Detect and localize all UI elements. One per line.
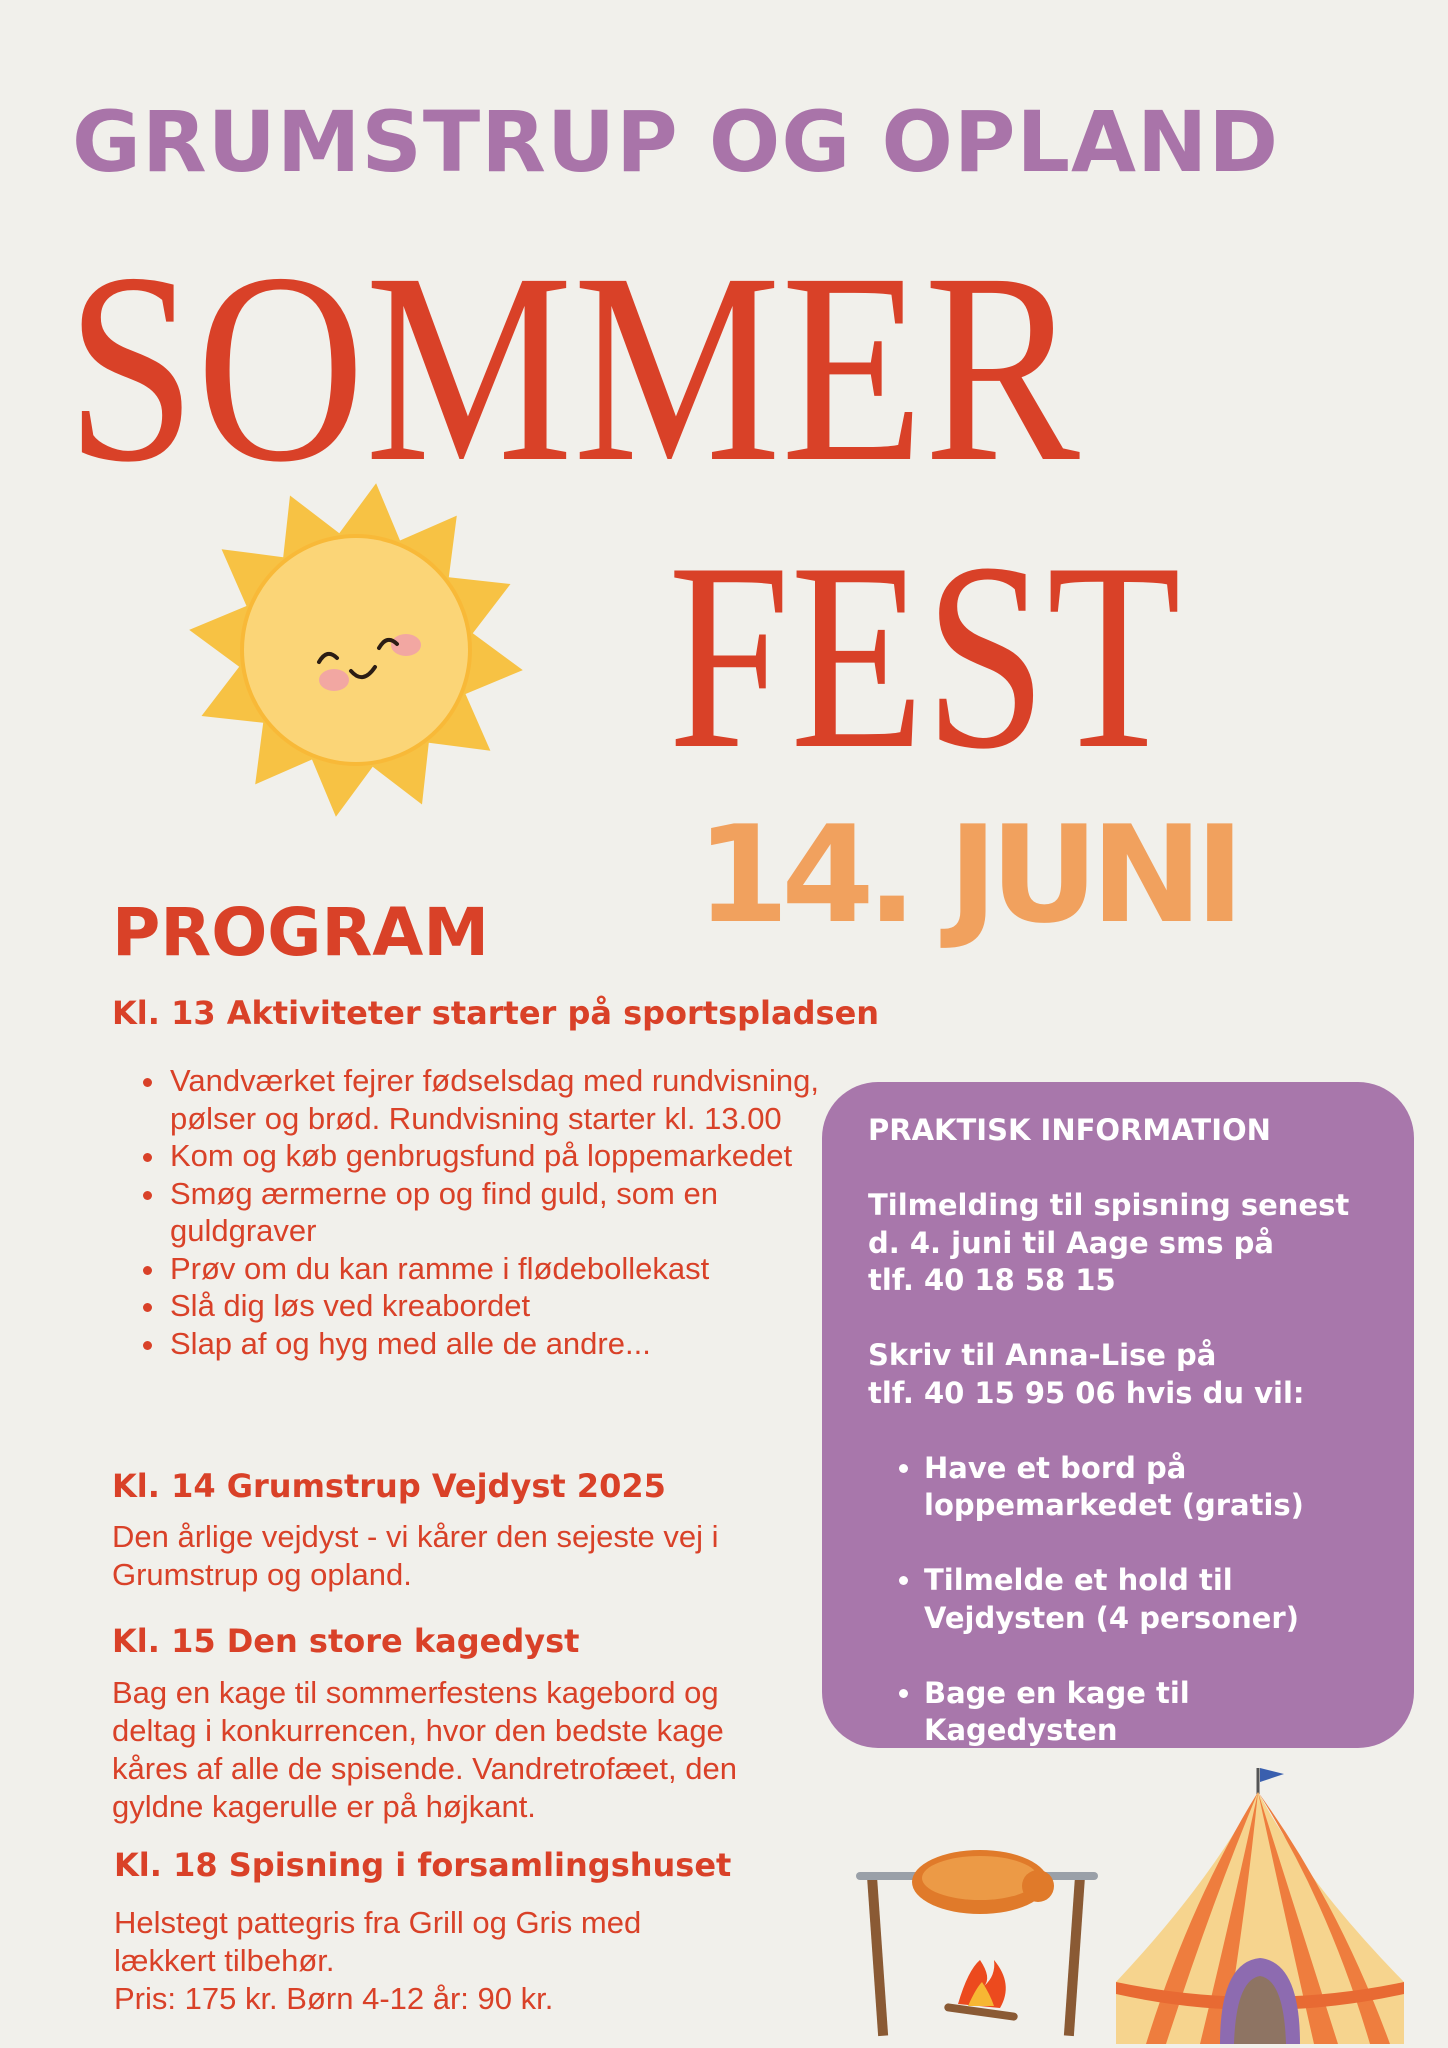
event-date: 14. JUNI: [696, 797, 1237, 953]
schedule-text-kl18: [114, 1904, 794, 2018]
program-title: PROGRAM: [112, 894, 490, 971]
list-item: • Have et bord på loppemarkedet (gratis): [924, 1450, 1384, 1525]
meal-description: Helstegt pattegris fra Grill og Gris med: [114, 1905, 642, 1940]
schedule-heading-kl14: Kl. 14 Grumstrup Vejdyst 2025: [112, 1467, 666, 1505]
info-signup: Tilmelding til spisning senest d. 4. juni til Aage sms på tlf. 40 18 58 15: [868, 1188, 1350, 1297]
schedule-text-kl14: Den årlige vejdyst - vi kårer den sejeste vej i Grumstrup og opland.: [112, 1519, 719, 1592]
list-item: • Vandværket fejrer fødselsdag med rundvisning, pølser og brød. Rundvisning starter kl. 13.00: [168, 1062, 848, 1137]
info-write: Skriv til Anna-Lise på tlf. 40 15 95 06 hvis du vil:: [868, 1338, 1305, 1410]
title-fest: FEST: [668, 507, 1181, 804]
list-item: • Bage en kage til Kagedysten: [924, 1675, 1384, 1750]
meal-description-2: lækkert tilbehør.: [114, 1943, 335, 1978]
list-item: • Kom og køb genbrugsfund på loppemarkedet: [168, 1137, 848, 1175]
schedule-heading-kl13: Kl. 13 Aktiviteter starter på sportspladsen: [112, 994, 880, 1032]
sun-icon: [186, 480, 526, 820]
title-sommer: SOMMER: [66, 217, 1080, 518]
circus-tent-icon: [1100, 1762, 1420, 2048]
pig-roast-icon: [852, 1848, 1102, 2048]
list-item: • Slap af og hyg med alle de andre...: [168, 1325, 848, 1363]
header-title: GRUMSTRUP OG OPLAND: [72, 93, 1280, 191]
info-title: PRAKTISK INFORMATION: [868, 1113, 1271, 1147]
schedule-text-kl15: Bag en kage til sommerfestens kagebord og deltag i konkurrencen, hvor den bedste kage kåres af alle de spisende. Vandretrofæet, den gyldne kagerulle er på højkant.: [112, 1675, 737, 1824]
list-item: • Prøv om du kan ramme i flødebollekast: [168, 1250, 848, 1288]
schedule-heading-kl15: Kl. 15 Den store kagedyst: [112, 1622, 580, 1660]
list-item: • Tilmelde et hold til Vejdysten (4 personer): [924, 1562, 1384, 1637]
meal-price: Pris: 175 kr. Børn 4-12 år: 90 kr.: [114, 1981, 554, 2016]
activity-list: [130, 1062, 848, 1362]
schedule-heading-kl18: Kl. 18 Spisning i forsamlingshuset: [114, 1846, 732, 1884]
list-item: • Slå dig løs ved kreabordet: [168, 1287, 848, 1325]
list-item: • Smøg ærmerne op og find guld, som en guldgraver: [168, 1175, 848, 1250]
info-list: [868, 1450, 1384, 1750]
practical-info-box: [822, 1082, 1414, 1748]
